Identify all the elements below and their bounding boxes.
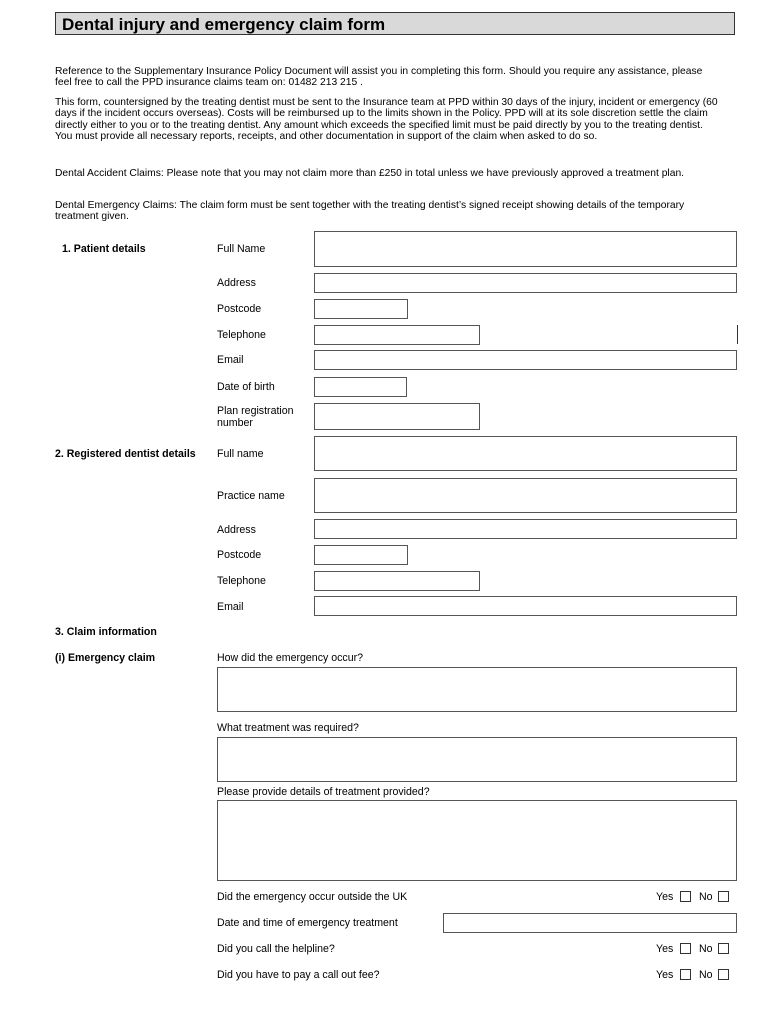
patient-telephone-label: Telephone [217, 329, 266, 341]
dentist-full-name-label: Full name [217, 448, 264, 460]
dentist-practice-field[interactable] [314, 478, 737, 513]
patient-email-label: Email [217, 354, 244, 366]
patient-telephone-field[interactable] [314, 325, 480, 345]
outside-uk-yes-checkbox[interactable] [680, 891, 691, 902]
margin-mark [737, 325, 738, 344]
intro-paragraph-2: This form, countersigned by the treating dentist must be sent to the Insurance team at PPD within 30 days of the injury, incident or emergency (60 days if the incident occurs overseas). Costs will be reimbursed up to the limits shown in the Policy. PPD will at its sole discretion settle the claim directly either to you or to the treating dentist. Any amount which exceeds the specified limit must be paid directly by you to the treating dentist. You must provide all necessary reports, receipts, and other documentation in support of the claim when asked to do so. [55, 97, 718, 143]
outside-uk-no-checkbox[interactable] [718, 891, 729, 902]
emergency-occur-question: How did the emergency occur? [217, 652, 364, 664]
dentist-telephone-field[interactable] [314, 571, 480, 591]
patient-dob-label: Date of birth [217, 381, 275, 393]
intro-paragraph-3: Dental Accident Claims: Please note that you may not claim more than £250 in total unless we have previously approved a treatment plan. [55, 168, 685, 179]
patient-dob-field[interactable] [314, 377, 407, 397]
treatment-required-field[interactable] [217, 737, 737, 782]
patient-full-name-field[interactable] [314, 231, 737, 267]
outside-uk-question: Did the emergency occur outside the UK [217, 891, 408, 903]
helpline-yes-checkbox[interactable] [680, 943, 691, 954]
dentist-details-heading: 2. Registered dentist details [55, 448, 196, 460]
callout-fee-no-label: No [699, 969, 713, 981]
emergency-claim-subheading: (i) Emergency claim [55, 652, 156, 664]
dentist-email-field[interactable] [314, 596, 737, 616]
dentist-address-label: Address [217, 524, 256, 536]
treatment-details-field[interactable] [217, 800, 737, 881]
emergency-datetime-label: Date and time of emergency treatment [217, 917, 398, 929]
callout-fee-yes-checkbox[interactable] [680, 969, 691, 980]
outside-uk-no-label: No [699, 891, 713, 903]
dentist-email-label: Email [217, 601, 244, 613]
patient-plan-registration-label: Plan registration number [217, 405, 294, 429]
dentist-postcode-field[interactable] [314, 545, 408, 565]
helpline-yes-label: Yes [656, 943, 674, 955]
dentist-postcode-label: Postcode [217, 549, 262, 561]
helpline-no-checkbox[interactable] [718, 943, 729, 954]
callout-fee-yes-label: Yes [656, 969, 674, 981]
page-title: Dental injury and emergency claim form [55, 12, 735, 35]
helpline-no-label: No [699, 943, 713, 955]
claim-information-heading: 3. Claim information [55, 626, 157, 638]
patient-postcode-label: Postcode [217, 303, 262, 315]
callout-fee-question: Did you have to pay a call out fee? [217, 969, 380, 981]
dentist-address-field[interactable] [314, 519, 737, 539]
dentist-practice-label: Practice name [217, 490, 285, 502]
emergency-occur-field[interactable] [217, 667, 737, 712]
patient-postcode-field[interactable] [314, 299, 408, 319]
callout-fee-no-checkbox[interactable] [718, 969, 729, 980]
helpline-question: Did you call the helpline? [217, 943, 335, 955]
patient-address-label: Address [217, 277, 256, 289]
patient-details-heading: 1. Patient details [62, 243, 146, 255]
patient-address-field[interactable] [314, 273, 737, 293]
dentist-full-name-field[interactable] [314, 436, 737, 471]
patient-full-name-label: Full Name [217, 243, 266, 255]
outside-uk-yes-label: Yes [656, 891, 674, 903]
patient-plan-registration-field[interactable] [314, 403, 480, 430]
patient-email-field[interactable] [314, 350, 737, 370]
intro-paragraph-4: Dental Emergency Claims: The claim form must be sent together with the treating dentist’s signed receipt showing details of the temporary treatment given. [55, 200, 685, 223]
dentist-telephone-label: Telephone [217, 575, 266, 587]
emergency-datetime-field[interactable] [443, 913, 737, 933]
treatment-details-question: Please provide details of treatment provided? [217, 786, 430, 798]
treatment-required-question: What treatment was required? [217, 722, 359, 734]
intro-paragraph-1: Reference to the Supplementary Insurance Policy Document will assist you in completing this form. Should you require any assistance, please feel free to call the PPD insurance claims team on: 01482 213 215 . [55, 66, 703, 89]
